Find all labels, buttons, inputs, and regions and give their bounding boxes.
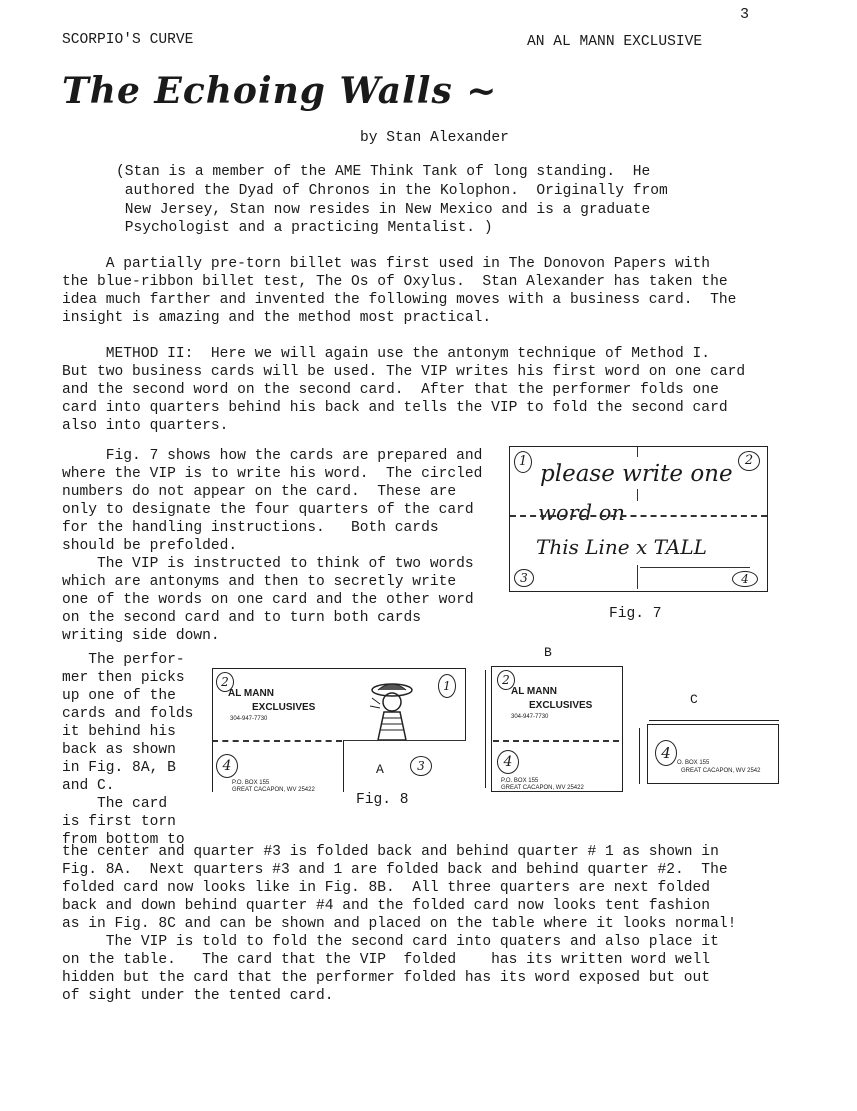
card-name: AL MANN (228, 688, 274, 699)
text-line: insight is amazing and the method most practical. (62, 310, 492, 326)
card-outline (212, 668, 466, 741)
intro-line: Psychologist and a practicing Mentalist. ) (116, 220, 493, 236)
text-line: up one of the (62, 688, 176, 704)
quarter-3-marker: 3 (514, 569, 534, 587)
handwriting-line-1: please write one (540, 461, 733, 487)
card-name: AL MANN (511, 686, 557, 697)
text-line: mer then picks (62, 670, 185, 686)
card-sub: EXCLUSIVES (252, 702, 316, 713)
text-line: of sight under the tented card. (62, 988, 334, 1004)
text-line: Fig. 7 shows how the cards are prepared and (62, 448, 483, 464)
text-line: which are antonyms and then to secretly write (62, 574, 457, 590)
intro-line: authored the Dyad of Chronos in the Kolophon. Originally from (116, 183, 668, 199)
quarter-4-marker: 4 (732, 571, 758, 587)
text-line: METHOD II: Here we will again use the antonym technique of Method I. (62, 346, 711, 362)
quarter-2-marker: 2 (497, 670, 515, 690)
card-box: P.O. BOX 155 (232, 780, 270, 786)
label-c: C (690, 692, 698, 707)
card-back-edge (485, 670, 490, 788)
card-city: GREAT CACAPON, WV 25422 (232, 787, 315, 793)
fig7-caption: Fig. 7 (609, 606, 662, 622)
page-number: 3 (740, 6, 750, 23)
text-line: the center and quarter #3 is folded back and behind quarter # 1 as shown in (62, 844, 719, 860)
quarter-2-marker: 2 (738, 451, 760, 471)
intro-line: New Jersey, Stan now resides in New Mexico and is a graduate (116, 202, 651, 218)
underline-tall (640, 567, 750, 568)
c-city: GREAT CACAPON, WV 2542 (681, 768, 761, 774)
text-line: back as shown (62, 742, 176, 758)
text-line: A partially pre-torn billet was first used in The Donovon Papers with (62, 256, 711, 272)
text-line: folded card now looks like in Fig. 8B. All three quarters are next folded (62, 880, 711, 896)
card-back-edge (639, 728, 646, 784)
text-line: it behind his (62, 724, 176, 740)
card-box: P.O. BOX 155 (501, 778, 539, 784)
text-line: back and down behind quarter #4 and the folded card now looks tent fashion (62, 898, 711, 914)
label-b: B (544, 645, 552, 660)
text-line: on the second card and to turn both cards (62, 610, 422, 626)
text-line: also into quarters. (62, 418, 229, 434)
fig8-caption: Fig. 8 (356, 792, 409, 808)
fold-line-vertical-top (637, 447, 638, 457)
figure-7 (509, 446, 768, 592)
text-line: The card (62, 796, 168, 812)
text-line: cards and folds (62, 706, 194, 722)
text-line: the blue-ribbon billet test, The Os of Oxylus. Stan Alexander has taken the (62, 274, 728, 290)
text-line: is first torn (62, 814, 176, 830)
quarter-1-marker: 1 (438, 674, 456, 698)
text-line: and C. (62, 778, 115, 794)
text-line: hidden but the card that the performer folded has its word exposed but out (62, 970, 711, 986)
quarter-4-marker: 4 (216, 754, 238, 778)
quarter-3-marker: 3 (410, 756, 432, 776)
card-phone: 304-947-7730 (511, 714, 549, 720)
card-phone: 304-947-7730 (230, 716, 268, 722)
label-a: A (376, 762, 384, 777)
intro-line: (Stan is a member of the AME Think Tank of long standing. He (116, 164, 651, 180)
text-line: The perfor- (62, 652, 185, 668)
article-title: The Echoing Walls ~ (62, 70, 498, 112)
quarter-4-marker: 4 (655, 740, 677, 766)
quarter-4-marker: 4 (497, 750, 519, 774)
card-city: GREAT CACAPON, WV 25422 (501, 785, 584, 791)
text-line: idea much farther and invented the following moves with a business card. The (62, 292, 737, 308)
text-line: as in Fig. 8C and can be shown and placed on the table where it looks normal! (62, 916, 737, 932)
text-line: Fig. 8A. Next quarters #3 and 1 are folded back and behind quarter #2. The (62, 862, 728, 878)
figure-8a (212, 668, 466, 794)
text-line: The VIP is told to fold the second card into quaters and also place it (62, 934, 719, 950)
quarter-2-marker: 2 (216, 672, 234, 692)
text-line: only to designate the four quarters of the card (62, 502, 474, 518)
text-line: card into quarters behind his back and tells the VIP to fold the second card (62, 400, 728, 416)
fold-line (493, 740, 619, 742)
handwriting-line-3: This Line x TALL (536, 535, 707, 559)
text-line: for the handling instructions. Both cards (62, 520, 439, 536)
quarter-1-marker: 1 (514, 451, 532, 473)
text-line: But two business cards will be used. The VIP writes his first word on one card (62, 364, 746, 380)
header-left: SCORPIO'S CURVE (62, 32, 194, 48)
text-line: numbers do not appear on the card. These are (62, 484, 457, 500)
text-line: and the second word on the second card. After that the performer folds one (62, 382, 719, 398)
text-line: in Fig. 8A, B (62, 760, 176, 776)
text-line: The VIP is instructed to think of two words (62, 556, 474, 572)
scorpio-figure-icon (368, 678, 416, 742)
fold-line-horizontal (510, 515, 767, 517)
text-line: from bottom to (62, 832, 185, 848)
byline: by Stan Alexander (360, 130, 509, 146)
card-sub: EXCLUSIVES (529, 700, 593, 711)
text-line: should be prefolded. (62, 538, 238, 554)
c-box: O. BOX 155 (677, 760, 710, 766)
text-line: where the VIP is to write his word. The circled (62, 466, 483, 482)
figure-8b (485, 666, 625, 796)
text-line: writing side down. (62, 628, 220, 644)
fold-line-vertical-mid (637, 489, 638, 501)
fold-line-right (344, 740, 466, 741)
fold-line-vertical-bottom (637, 565, 638, 589)
figure-8c (637, 720, 781, 788)
header-right: AN AL MANN EXCLUSIVE (527, 34, 703, 50)
handwriting-line-2: word on (538, 501, 625, 525)
text-line: one of the words on one card and the other word (62, 592, 474, 608)
text-line: on the table. The card that the VIP folded has its written word well (62, 952, 711, 968)
